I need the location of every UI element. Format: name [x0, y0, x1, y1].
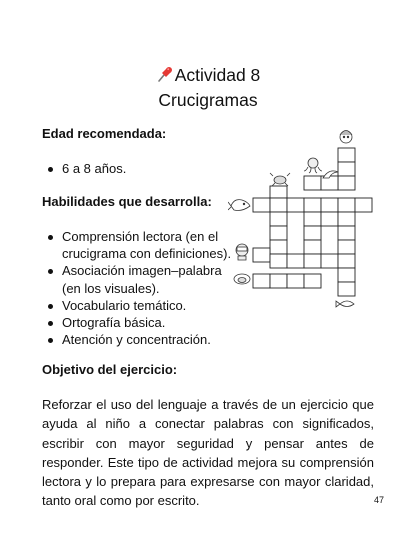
activity-title-line	[0, 64, 416, 89]
list-item: Vocabulario temático.	[42, 297, 232, 314]
octopus-icon	[304, 158, 322, 173]
list-item: Ortografía básica.	[42, 314, 232, 331]
crab-icon	[270, 173, 290, 186]
list-item: Comprensión lectora (en el crucigrama con definiciones).	[42, 228, 232, 262]
list-item: Atención y concentración.	[42, 331, 232, 348]
clam-icon	[234, 274, 250, 284]
age-list	[42, 160, 126, 177]
age-heading: Edad recomendada:	[42, 126, 167, 141]
list-item: Asociación imagen–palabra (en los visuales).	[42, 262, 232, 296]
list-item: 6 a 8 años.	[42, 160, 126, 177]
skills-heading: Habilidades que desarrolla:	[42, 194, 212, 209]
objective-heading: Objetivo del ejercicio:	[42, 362, 178, 377]
crossword-puzzle-image	[228, 126, 378, 311]
skills-list	[42, 228, 232, 348]
objective-paragraph: Reforzar el uso del lenguaje a través de un ejercicio que ayuda al niño a conectar palabras con significados, escribir con mayor seguridad y pensar antes de responder. Este tipo de actividad mejora su comprensión lectora y lo prepara para expresarse con mayor claridad, tanto oral como por escrito.	[42, 397, 374, 509]
pushpin-icon	[156, 65, 174, 89]
activity-title: Actividad 8	[174, 65, 261, 85]
fish-icon	[336, 301, 354, 307]
activity-subtitle: Crucigramas	[158, 90, 258, 110]
mermaid-icon	[340, 131, 352, 144]
whale-icon	[228, 200, 250, 211]
page-number: 47	[373, 495, 384, 505]
diver-icon	[236, 244, 248, 260]
page-title	[0, 64, 416, 112]
